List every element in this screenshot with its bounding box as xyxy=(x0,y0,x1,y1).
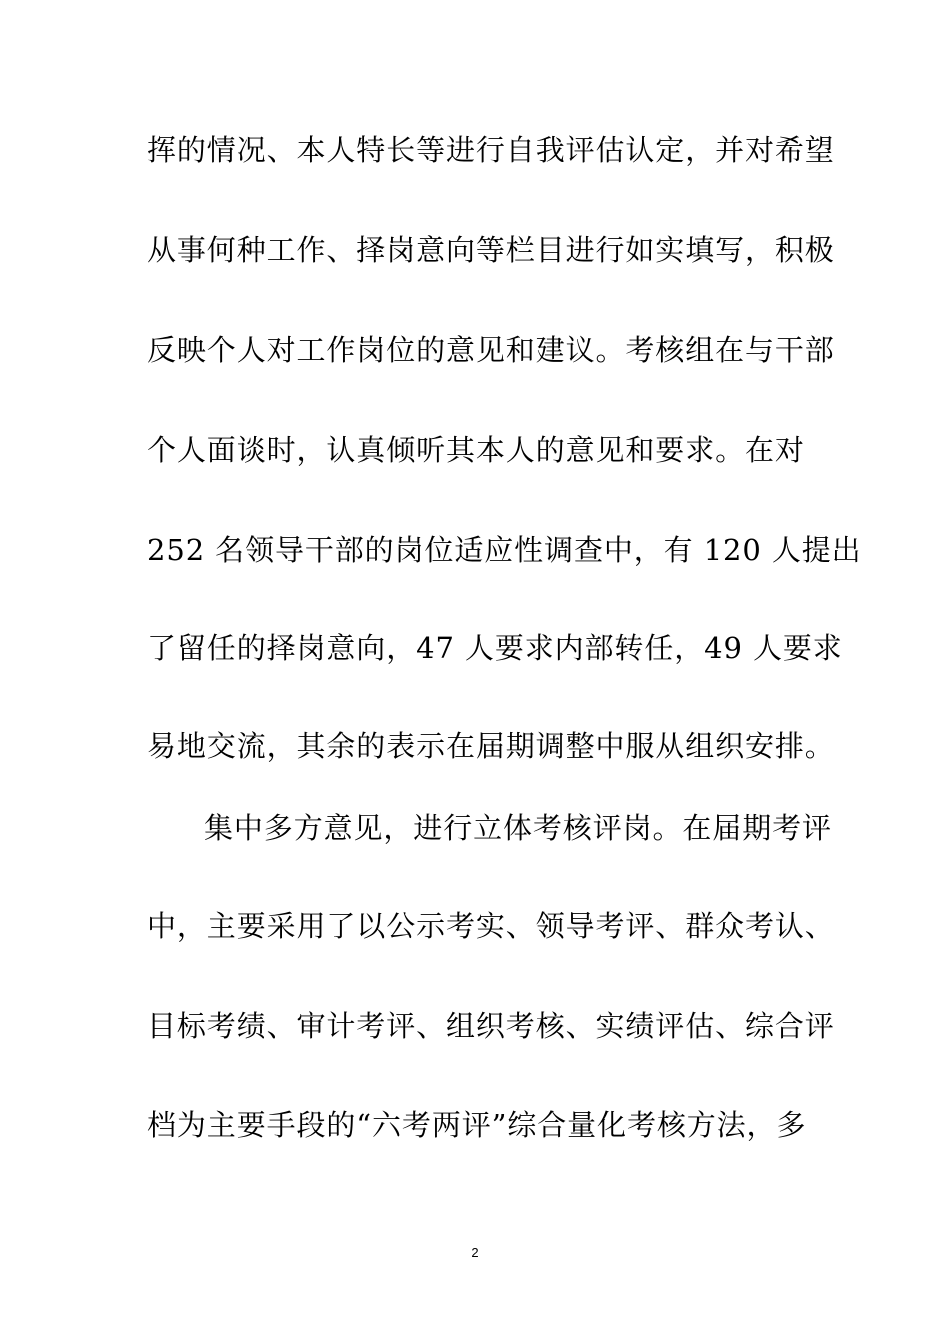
text-line-9: 中，主要采用了以公示考实、领导考评、群众考认、 xyxy=(147,909,835,943)
text-line-4: 个人面谈时，认真倾听其本人的意见和要求。在对 xyxy=(147,433,805,467)
text-line-6: 了留任的择岗意向，47 人要求内部转任，49 人要求 xyxy=(147,631,843,665)
text-line-10: 目标考绩、审计考评、组织考核、实绩评估、综合评 xyxy=(147,1009,835,1043)
page-number: 2 xyxy=(471,1245,479,1260)
text-line-5: 252 名领导干部的岗位适应性调查中，有 120 人提出 xyxy=(147,533,862,567)
text-line-3: 反映个人对工作岗位的意见和建议。考核组在与干部 xyxy=(147,333,835,367)
text-line-2: 从事何种工作、择岗意向等栏目进行如实填写，积极 xyxy=(147,233,835,267)
paragraph-start-line: 集中多方意见，进行立体考核评岗。在届期考评 xyxy=(204,811,832,845)
text-line-7: 易地交流，其余的表示在届期调整中服从组织安排。 xyxy=(147,729,835,763)
text-line-1: 挥的情况、本人特长等进行自我评估认定，并对希望 xyxy=(147,133,835,167)
text-line-11: 档为主要手段的“六考两评”综合量化考核方法，多 xyxy=(147,1108,807,1142)
